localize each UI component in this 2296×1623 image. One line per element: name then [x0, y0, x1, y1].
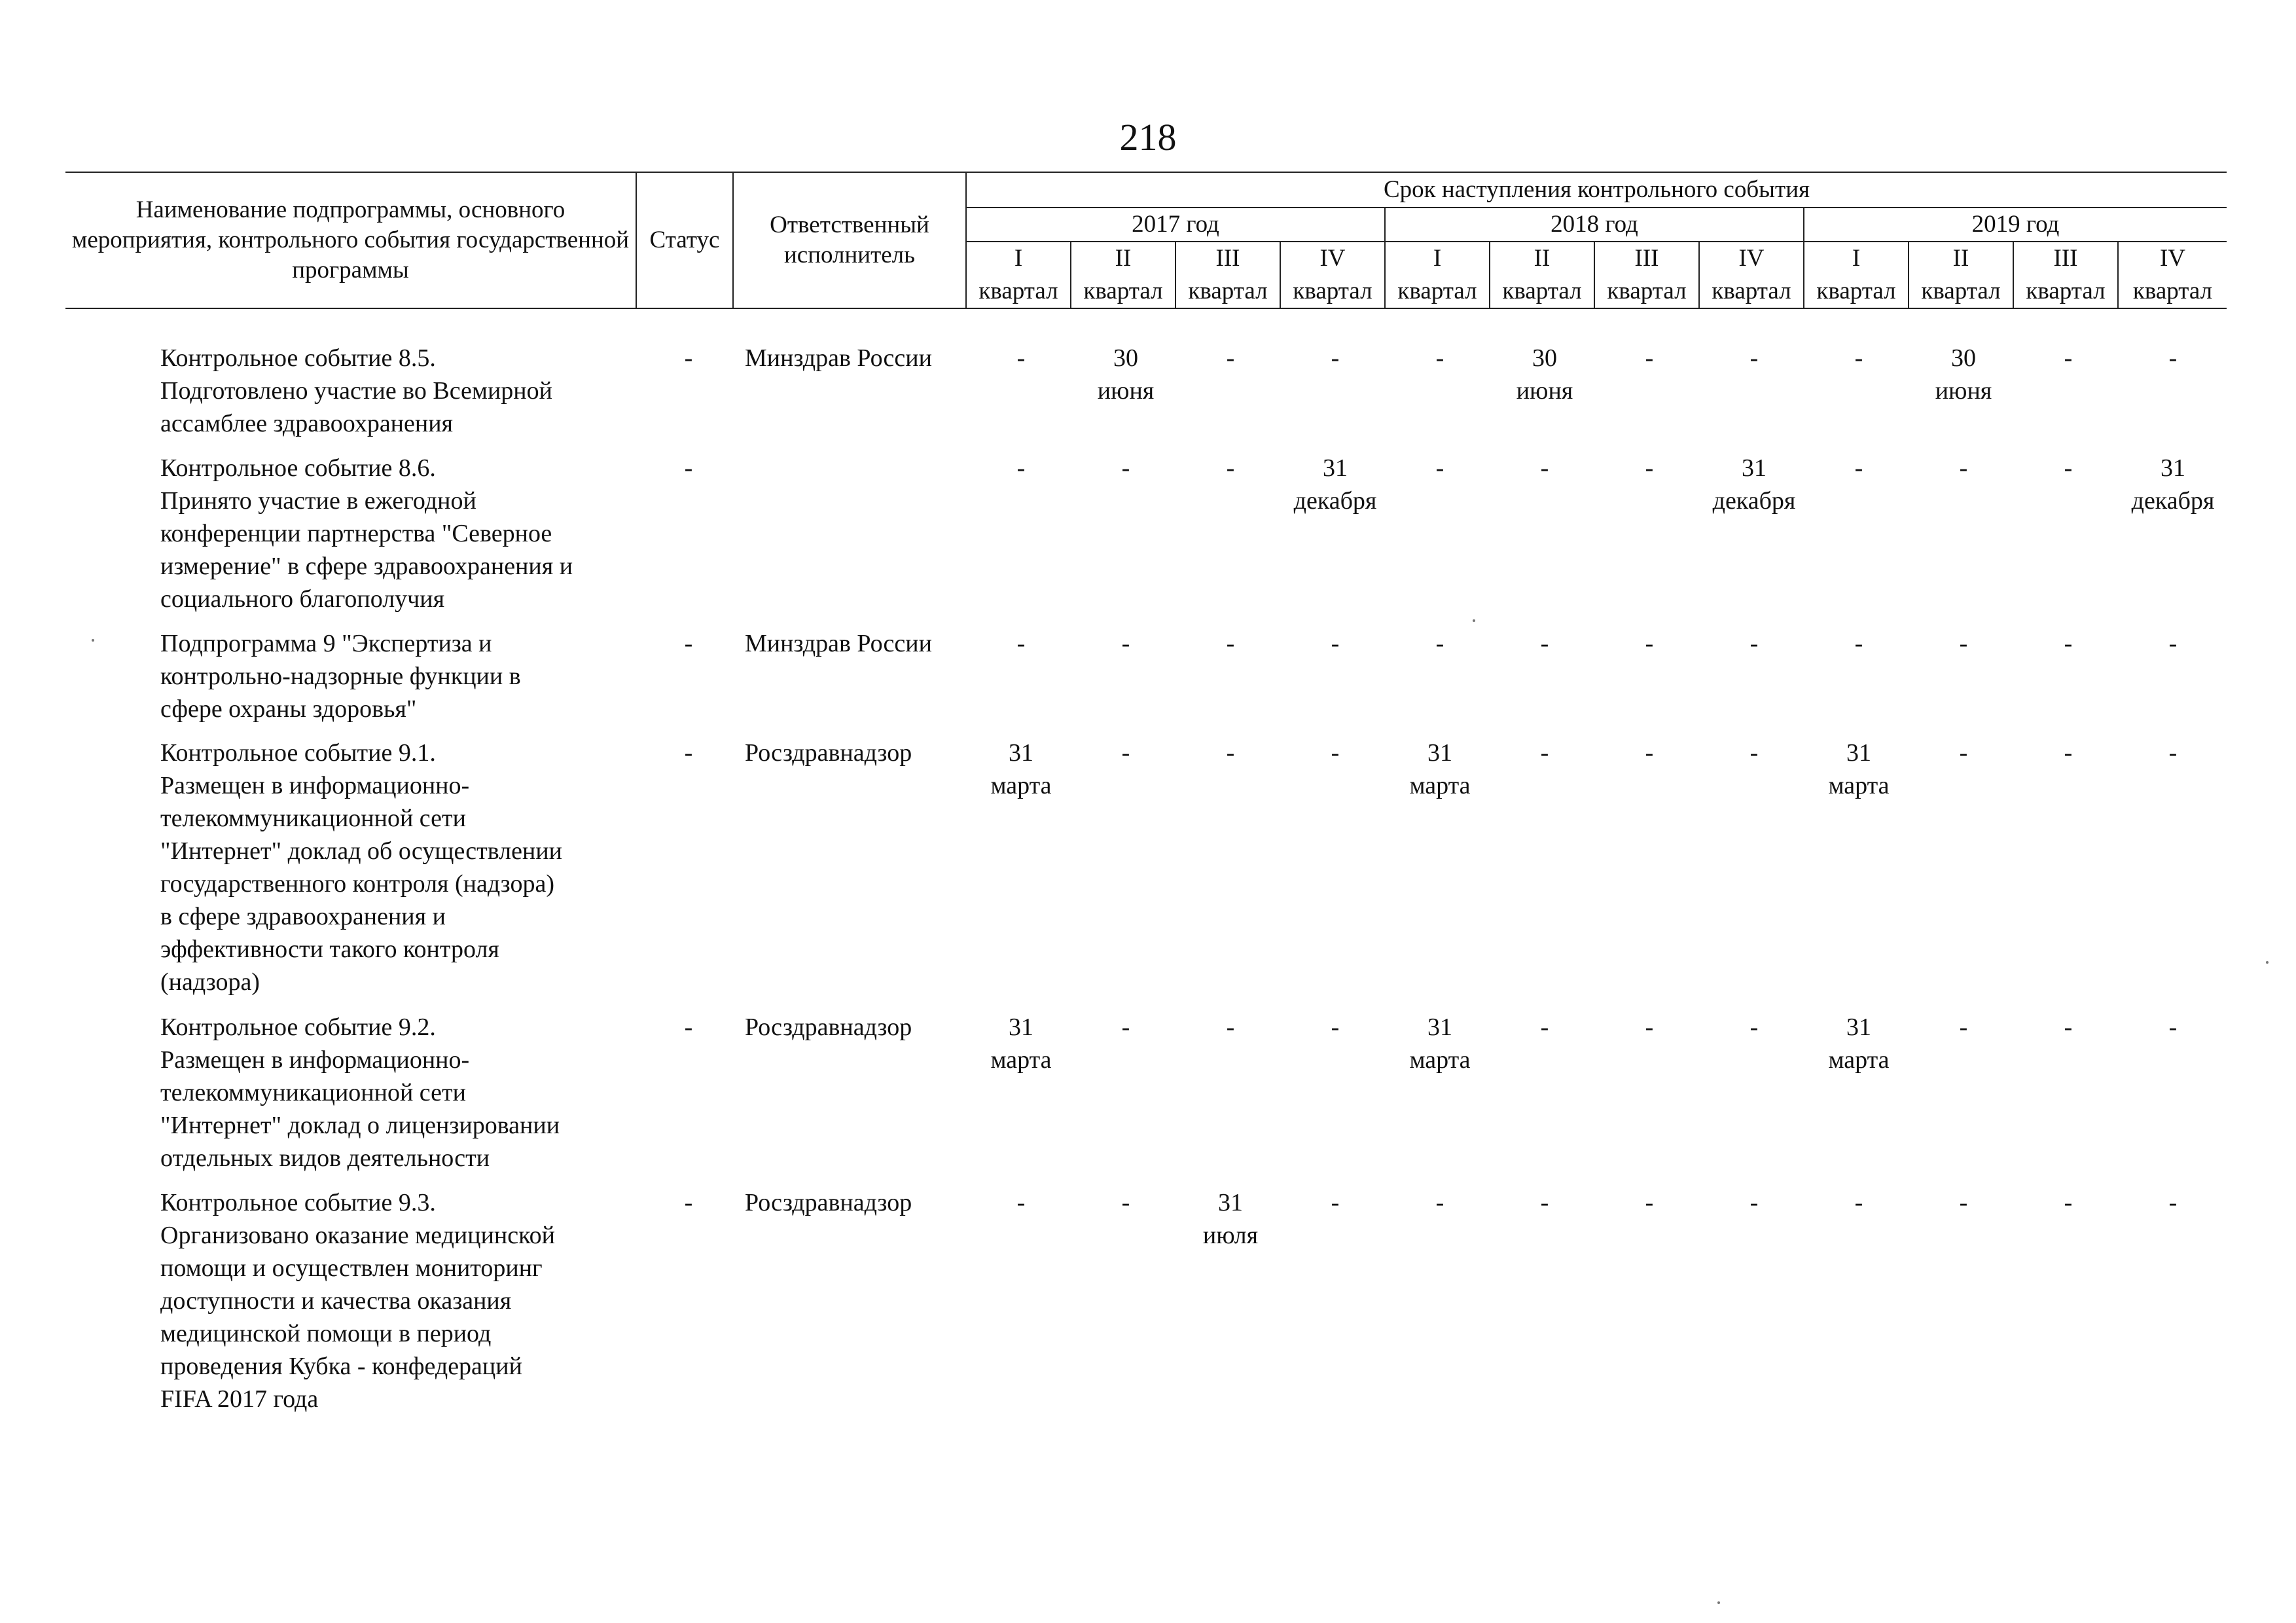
row-quarter-value: - — [1121, 1189, 1130, 1216]
row-name: Подпрограмма 9 "Экспертиза и контрольно-надзорные функции в сфере охраны здоровья" — [160, 630, 521, 723]
row-quarter-value: - — [1331, 1013, 1340, 1041]
header-quarter-label: квартал — [966, 275, 1071, 308]
row-quarter-value: - — [1121, 739, 1130, 767]
row-quarter-value: 30 июня — [1935, 344, 1992, 405]
row-quarter-value: - — [1959, 1013, 1968, 1041]
row-quarter-value: - — [1331, 344, 1340, 372]
header-quarter-label: квартал — [1175, 275, 1280, 308]
row-quarter-value: - — [1540, 1013, 1549, 1041]
row-quarter-value: - — [2168, 630, 2178, 657]
header-year-2017: 2017 год — [966, 208, 1385, 242]
header-status-column: Статус — [636, 172, 733, 308]
scan-speck — [1473, 619, 1475, 622]
row-quarter-value: - — [1226, 630, 1235, 657]
row-quarter-value: - — [2064, 630, 2073, 657]
row-name: Контрольное событие 9.2. Размещен в информационно- телекоммуникационной сети "Интернет" доклад о лицензировании отдельных видов деятельности — [160, 1013, 560, 1172]
page-number: 218 — [1119, 116, 1177, 158]
row-quarter-value: - — [2168, 739, 2178, 767]
header-quarter-number: II — [1071, 242, 1175, 275]
header-quarter-label: квартал — [2013, 275, 2118, 308]
row-quarter-value: - — [1959, 454, 1968, 482]
header-quarter-number: III — [2013, 242, 2118, 275]
row-executor: Минздрав России — [745, 344, 932, 372]
row-quarter-value: - — [2064, 454, 2073, 482]
header-quarter-label: квартал — [1594, 275, 1699, 308]
row-quarter-value: - — [1435, 1189, 1444, 1216]
row-quarter-value: - — [1749, 630, 1759, 657]
row-quarter-value: 31 марта — [1409, 1013, 1471, 1074]
header-year-2019: 2019 год — [1804, 208, 2227, 242]
header-quarter-label: квартал — [1699, 275, 1804, 308]
row-status: - — [684, 1013, 693, 1041]
row-quarter-value: - — [1226, 344, 1235, 372]
row-quarter-value: - — [1749, 344, 1759, 372]
row-quarter-value: - — [2064, 344, 2073, 372]
row-executor: Росздравнадзор — [745, 1189, 912, 1216]
header-quarter-number: I — [966, 242, 1071, 275]
row-executor: Минздрав России — [745, 630, 932, 657]
header-quarter-number: IV — [1280, 242, 1385, 275]
row-quarter-value: - — [1749, 1189, 1759, 1216]
row-quarter-value: - — [2064, 1189, 2073, 1216]
row-quarter-value: - — [1854, 454, 1863, 482]
row-name: Контрольное событие 9.1. Размещен в информационно- телекоммуникационной сети "Интернет" доклад об осуществлении государственного контроля (надзора) в сфере здравоохранения и эффективности такого контроля (надзора) — [160, 739, 563, 996]
row-quarter-value: - — [1016, 344, 1026, 372]
row-quarter-value: - — [1645, 1189, 1654, 1216]
row-quarter-value: 31 марта — [990, 739, 1052, 799]
row-quarter-value: - — [2064, 739, 2073, 767]
row-name: Контрольное событие 8.6. Принято участие в ежегодной конференции партнерства "Северное измерение" в сфере здравоохранения и социального благополучия — [160, 454, 573, 613]
row-status: - — [684, 1189, 693, 1216]
header-quarter-label: квартал — [1804, 275, 1909, 308]
row-quarter-value: 30 июня — [1516, 344, 1573, 405]
header-quarter-label: квартал — [1490, 275, 1594, 308]
header-quarter-label: квартал — [1280, 275, 1385, 308]
row-quarter-value: - — [1226, 1013, 1235, 1041]
row-quarter-value: - — [2168, 1189, 2178, 1216]
row-quarter-value: - — [1121, 454, 1130, 482]
row-quarter-value: - — [2168, 344, 2178, 372]
row-quarter-value: 31 декабря — [2131, 454, 2215, 515]
row-quarter-value: 31 марта — [1409, 739, 1471, 799]
row-quarter-value: - — [1645, 344, 1654, 372]
header-quarter-number: IV — [1699, 242, 1804, 275]
row-quarter-value: 31 декабря — [1712, 454, 1796, 515]
row-quarter-value: - — [1121, 1013, 1130, 1041]
row-quarter-value: - — [1435, 454, 1444, 482]
row-quarter-value: - — [1226, 739, 1235, 767]
row-quarter-value: - — [1016, 454, 1026, 482]
row-quarter-value: - — [1331, 630, 1340, 657]
header-quarter-number: I — [1385, 242, 1490, 275]
header-quarter-label: квартал — [1385, 275, 1490, 308]
row-quarter-value: - — [1435, 344, 1444, 372]
header-quarter-number: II — [1490, 242, 1594, 275]
row-status: - — [684, 344, 693, 372]
row-quarter-value: - — [1854, 344, 1863, 372]
row-quarter-value: - — [1121, 630, 1130, 657]
row-quarter-value: - — [1749, 739, 1759, 767]
row-status: - — [684, 630, 693, 657]
row-quarter-value: - — [1540, 1189, 1549, 1216]
header-deadline-group: Срок наступления контрольного события — [966, 172, 2227, 208]
header-quarter-label: квартал — [2118, 275, 2227, 308]
row-quarter-value: - — [2064, 1013, 2073, 1041]
scan-speck — [1717, 1601, 1720, 1604]
header-quarter-number: III — [1175, 242, 1280, 275]
scan-speck — [2266, 961, 2269, 964]
row-quarter-value: - — [1959, 630, 1968, 657]
header-quarter-number: III — [1594, 242, 1699, 275]
row-quarter-value: - — [1959, 1189, 1968, 1216]
header-quarter-label: квартал — [1071, 275, 1175, 308]
row-quarter-value: 30 июня — [1097, 344, 1155, 405]
row-quarter-value: - — [1645, 739, 1654, 767]
row-status: - — [684, 739, 693, 767]
header-executor-column: Ответственный исполнитель — [733, 172, 966, 308]
row-quarter-value: - — [1540, 630, 1549, 657]
row-quarter-value: - — [1645, 630, 1654, 657]
row-quarter-value: - — [1645, 1013, 1654, 1041]
header-quarter-number: II — [1909, 242, 2013, 275]
row-quarter-value: - — [1854, 630, 1863, 657]
row-name: Контрольное событие 9.3. Организовано оказание медицинской помощи и осуществлен мониторинг доступности и качества оказания медицинской помощи в период проведения Кубка - конфедераций FIFA 2017 года — [160, 1189, 555, 1413]
row-name: Контрольное событие 8.5. Подготовлено участие во Всемирной ассамблее здравоохранения — [160, 344, 552, 437]
row-quarter-value: 31 декабря — [1293, 454, 1377, 515]
row-quarter-value: - — [1540, 454, 1549, 482]
row-quarter-value: 31 июля — [1202, 1189, 1259, 1249]
header-quarter-number: I — [1804, 242, 1909, 275]
row-executor: Росздравнадзор — [745, 1013, 912, 1041]
row-quarter-value: - — [1749, 1013, 1759, 1041]
row-quarter-value: - — [1331, 739, 1340, 767]
row-quarter-value: 31 марта — [1828, 1013, 1890, 1074]
row-quarter-value: - — [2168, 1013, 2178, 1041]
row-status: - — [684, 454, 693, 482]
scan-speck — [92, 639, 94, 642]
row-quarter-value: - — [1435, 630, 1444, 657]
row-executor: Росздравнадзор — [745, 739, 912, 767]
row-quarter-value: - — [1016, 1189, 1026, 1216]
row-quarter-value: - — [1331, 1189, 1340, 1216]
row-quarter-value: - — [1226, 454, 1235, 482]
row-quarter-value: 31 марта — [990, 1013, 1052, 1074]
row-quarter-value: - — [1959, 739, 1968, 767]
row-quarter-value: - — [1645, 454, 1654, 482]
row-quarter-value: - — [1854, 1189, 1863, 1216]
row-quarter-value: - — [1016, 630, 1026, 657]
header-year-2018: 2018 год — [1385, 208, 1804, 242]
header-quarter-label: квартал — [1909, 275, 2013, 308]
header-name-column: Наименование подпрограммы, основного мероприятия, контрольного события государственной программы — [65, 172, 636, 308]
row-quarter-value: - — [1540, 739, 1549, 767]
header-quarter-number: IV — [2118, 242, 2227, 275]
row-quarter-value: 31 марта — [1828, 739, 1890, 799]
